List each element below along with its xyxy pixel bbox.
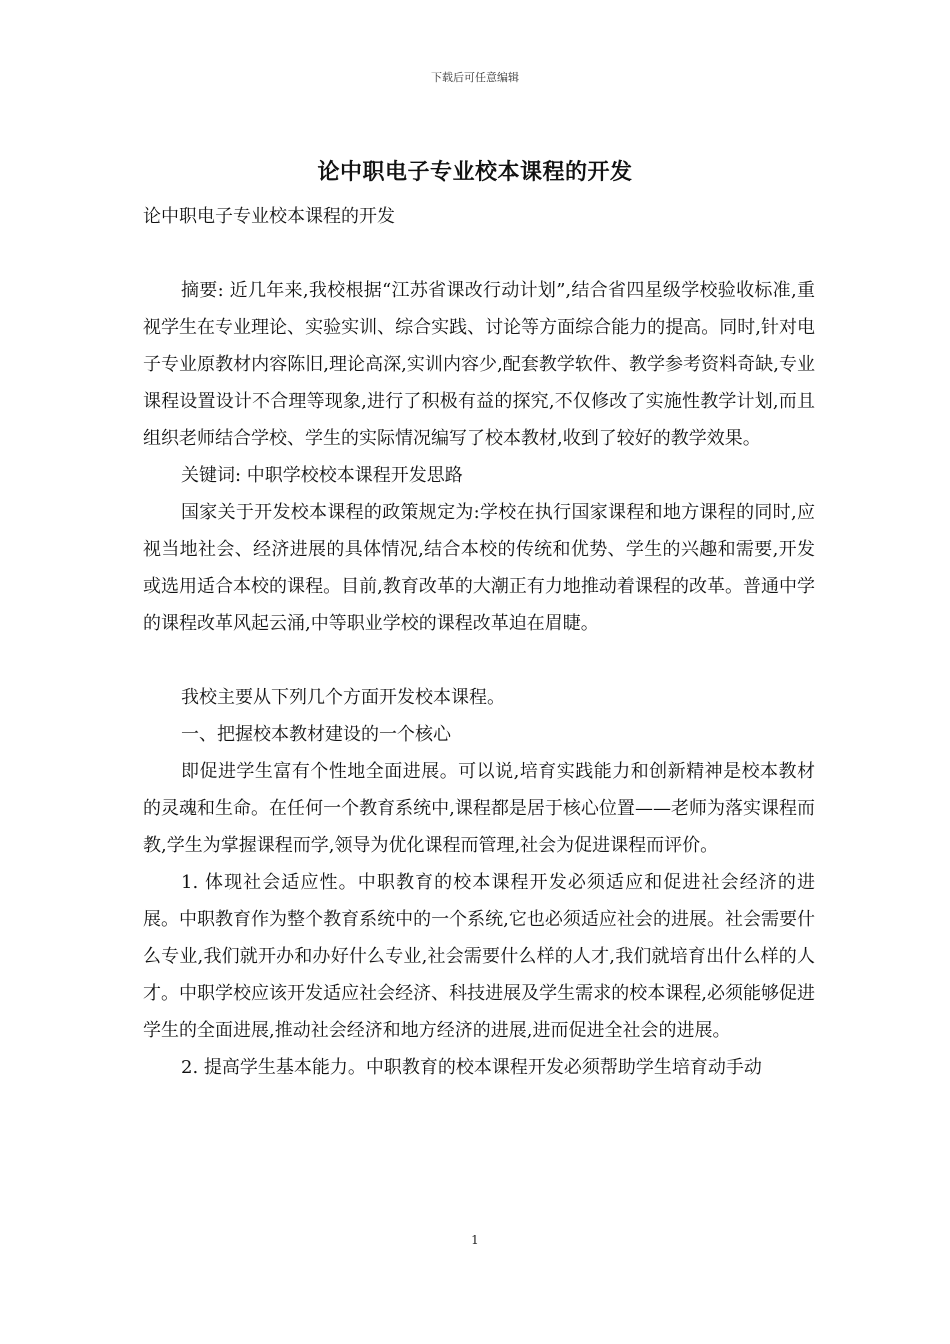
abstract-paragraph: 摘要: 近几年来,我校根据“江苏省课改行动计划”,结合省四星级学校验收标准,重视学生在专业理论、实验实训、综合实践、讨论等方面综合能力的提高。同时,针对电子专业原教材内容陈旧,理论高深,实训内容少,配套教学软件、教学参考资料奇缺,专业课程设置设计不合理等现象,进行了积极有益的探究,不仅修改了实施性教学计划,而且组织老师结合学校、学生的实际情况编写了校本教材,收到了较好的教学效果。 [143, 280, 815, 449]
page-number: 1 [471, 1233, 479, 1247]
point-2-paragraph: 2. 提高学生基本能力。中职教育的校本课程开发必须帮助学生培育动手动 [181, 1057, 762, 1078]
section-heading: 一、把握校本教材建设的一个核心 [181, 724, 451, 745]
section-body-paragraph: 即促进学生富有个性地全面进展。可以说,培育实践能力和创新精神是校本教材的灵魂和生命。在任何一个教育系统中,课程都是居于核心位置——老师为落实课程而教,学生为掌握课程而学,领导为优化课程而管理,社会为促进课程而评价。 [143, 761, 815, 856]
subtitle-line: 论中职电子专业校本课程的开发 [143, 206, 395, 227]
aspects-paragraph: 我校主要从下列几个方面开发校本课程。 [181, 687, 505, 708]
policy-paragraph: 国家关于开发校本课程的政策规定为:学校在执行国家课程和地方课程的同时,应视当地社会、经济进展的具体情况,结合本校的传统和优势、学生的兴趣和需要,开发或选用适合本校的课程。目前,教育改革的大潮正有力地推动着课程的改革。普通中学的课程改革风起云涌,中等职业学校的课程改革迫在眉睫。 [143, 502, 815, 634]
document-title: 论中职电子专业校本课程的开发 [317, 159, 633, 185]
keywords-paragraph: 关键词: 中职学校校本课程开发思路 [181, 465, 463, 486]
point-1-paragraph: 1. 体现社会适应性。中职教育的校本课程开发必须适应和促进社会经济的进展。中职教育作为整个教育系统中的一个系统,它也必须适应社会的进展。社会需要什么专业,我们就开办和办好什么专业,社会需要什么样的人才,我们就培育出什么样的人才。中职学校应该开发适应社会经济、科技进展及学生需求的校本课程,必须能够促进学生的全面进展,推动社会经济和地方经济的进展,进而促进全社会的进展。 [143, 872, 815, 1041]
header-note: 下载后可任意编辑 [431, 71, 519, 84]
document-body [143, 198, 815, 1086]
